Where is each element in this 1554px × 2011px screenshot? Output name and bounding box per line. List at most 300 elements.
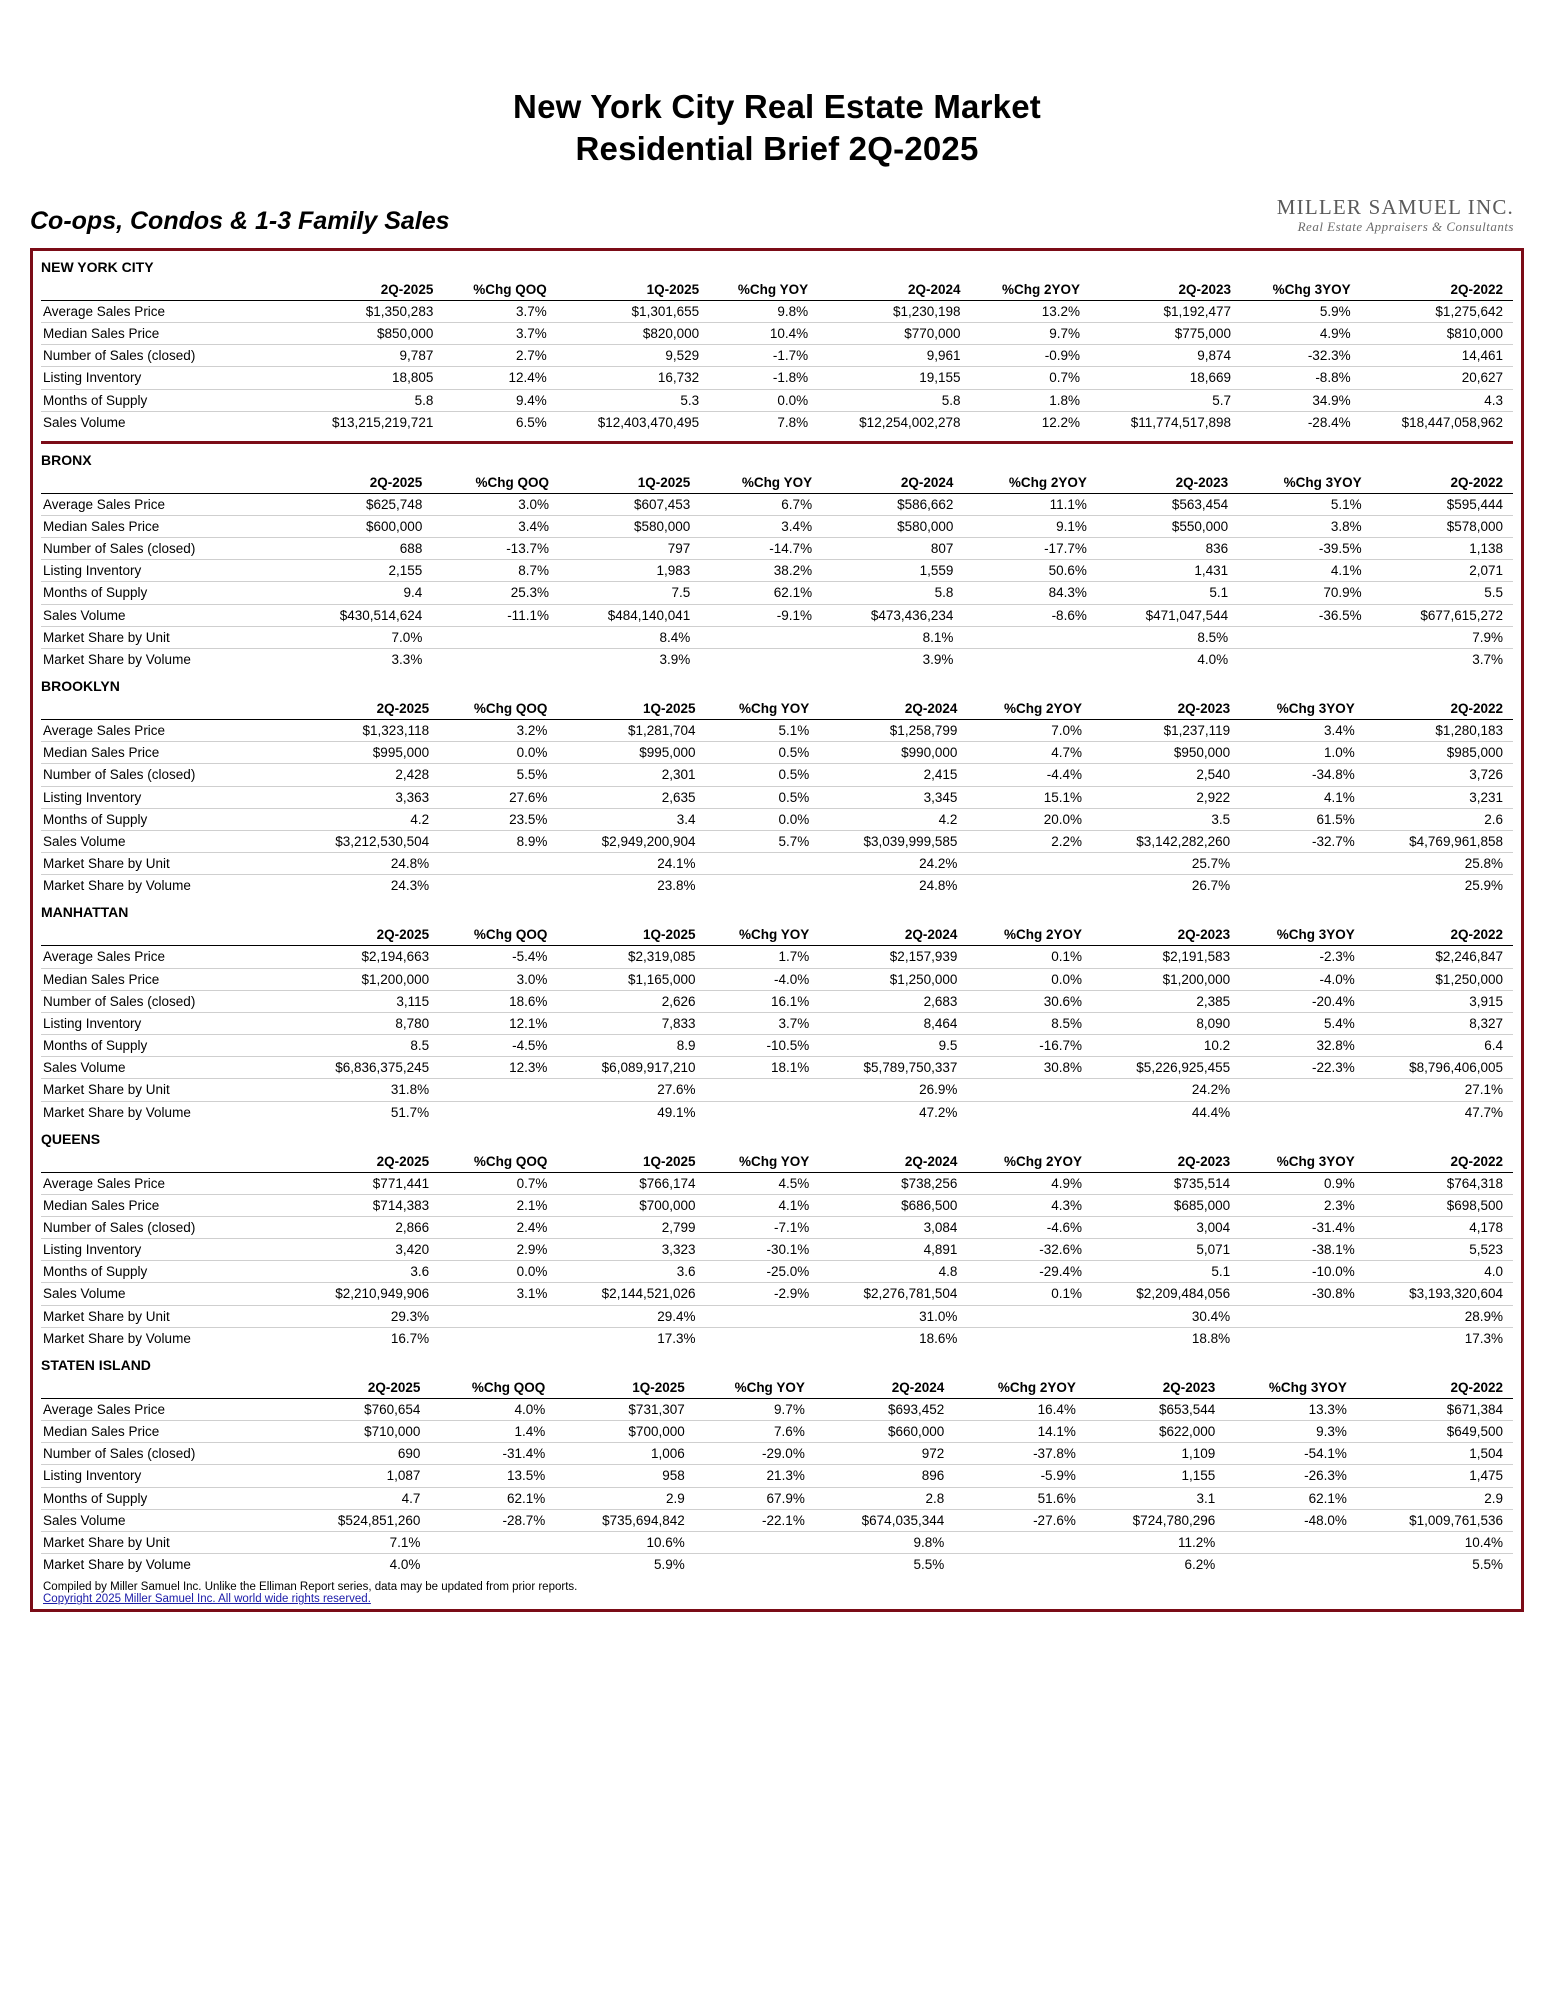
row-label: Sales Volume: [41, 830, 293, 852]
table-row: [41, 1509, 1513, 1531]
tables-root: [41, 257, 1513, 1575]
cell-change: 30.6%: [967, 990, 1094, 1012]
cell-change: 2.1%: [439, 1194, 559, 1216]
row-label: Average Sales Price: [41, 493, 293, 515]
cell-value: 5.5: [1374, 582, 1513, 604]
cell-change: 61.5%: [1240, 808, 1367, 830]
cell-value: $1,350,283: [293, 300, 443, 322]
cell-value: 17.3%: [1367, 1327, 1513, 1349]
row-label: Median Sales Price: [41, 1421, 293, 1443]
cell-value: $3,193,320,604: [1367, 1283, 1513, 1305]
cell-change: 3.4%: [1240, 720, 1367, 742]
cell-change: -39.5%: [1238, 538, 1373, 560]
cell-value: 3.9%: [561, 648, 700, 670]
section-queens: [41, 1129, 1513, 1349]
cell-value: $2,157,939: [821, 946, 967, 968]
cell-change: [432, 626, 561, 648]
cell-value: $1,009,761,536: [1359, 1509, 1513, 1531]
cell-value: 5.3: [559, 389, 709, 411]
column-header: 1Q-2025: [559, 1151, 705, 1173]
cell-change: 1.7%: [706, 946, 822, 968]
cell-change: 2.9%: [439, 1239, 559, 1261]
cell-value: 23.8%: [559, 875, 705, 897]
cell-value: $580,000: [824, 516, 963, 538]
cell-value: 5,071: [1094, 1239, 1240, 1261]
cell-value: 4.2: [293, 808, 439, 830]
column-header: %Chg 2YOY: [971, 279, 1093, 301]
cell-value: 18,805: [293, 367, 443, 389]
cell-value: $11,774,517,898: [1092, 411, 1241, 433]
cell-value: 4.3: [1363, 389, 1513, 411]
table-row: [41, 1283, 1513, 1305]
cell-value: 3,115: [293, 990, 439, 1012]
footer-copyright[interactable]: Copyright 2025 Miller Samuel Inc. All world wide rights reserved.: [43, 1593, 371, 1606]
row-label: Median Sales Price: [41, 1194, 293, 1216]
column-header: %Chg QOQ: [439, 924, 559, 946]
cell-value: $595,444: [1374, 493, 1513, 515]
cell-value: 2.9: [1359, 1487, 1513, 1509]
row-label: Number of Sales (closed): [41, 1443, 293, 1465]
cell-value: $677,615,272: [1374, 604, 1513, 626]
cell-value: 8,327: [1367, 1012, 1513, 1034]
cell-change: 5.1%: [706, 720, 822, 742]
cell-value: 807: [824, 538, 963, 560]
row-label: Listing Inventory: [41, 1239, 293, 1261]
table-row: [41, 1531, 1513, 1553]
table-row: [41, 345, 1513, 367]
cell-value: $700,000: [557, 1421, 694, 1443]
cell-value: 7,833: [559, 1012, 705, 1034]
cell-value: $653,544: [1088, 1398, 1225, 1420]
cell-change: 8.7%: [432, 560, 561, 582]
section-brooklyn: [41, 676, 1513, 896]
cell-value: 24.8%: [293, 853, 439, 875]
report-title-block: [0, 0, 1554, 170]
row-label: Number of Sales (closed): [41, 1217, 293, 1239]
column-header: %Chg QOQ: [439, 1151, 559, 1173]
cell-value: $686,500: [821, 1194, 967, 1216]
cell-change: 3.7%: [443, 300, 558, 322]
table-row: [41, 990, 1513, 1012]
table-row: [41, 946, 1513, 968]
cell-change: -10.5%: [706, 1035, 822, 1057]
footer-note-block: [43, 1581, 1513, 1605]
cell-value: 3,004: [1094, 1217, 1240, 1239]
cell-change: 9.4%: [443, 389, 558, 411]
cell-value: 2,415: [821, 764, 967, 786]
cell-value: 25.8%: [1367, 853, 1513, 875]
cell-value: $810,000: [1363, 323, 1513, 345]
cell-change: [1240, 1079, 1367, 1101]
cell-value: 27.1%: [1367, 1079, 1513, 1101]
logo-tagline: Real Estate Appraisers & Consultants: [1297, 218, 1514, 234]
table-row: [41, 808, 1513, 830]
page-title-line-1: New York City Real Estate Market: [513, 88, 1041, 125]
cell-change: -8.6%: [963, 604, 1098, 626]
cell-change: [439, 1079, 559, 1101]
cell-value: $1,301,655: [559, 300, 709, 322]
cell-value: $850,000: [293, 323, 443, 345]
cell-change: 12.1%: [439, 1012, 559, 1034]
section-new-york-city: [41, 257, 1513, 433]
cell-value: 18.8%: [1094, 1327, 1240, 1349]
cell-change: 0.1%: [967, 946, 1094, 968]
column-header: 2Q-2022: [1374, 472, 1513, 494]
cell-change: [706, 853, 822, 875]
cell-change: -32.6%: [967, 1239, 1094, 1261]
cell-value: 797: [561, 538, 700, 560]
cell-value: 4.0%: [293, 1554, 430, 1576]
cell-value: $2,949,200,904: [559, 830, 705, 852]
cell-change: 0.0%: [709, 389, 820, 411]
cell-value: $771,441: [293, 1172, 439, 1194]
cell-change: 12.2%: [971, 411, 1093, 433]
column-header: 2Q-2025: [293, 1151, 439, 1173]
cell-change: [700, 648, 824, 670]
cell-change: 0.0%: [706, 808, 822, 830]
cell-change: 1.4%: [430, 1421, 557, 1443]
cell-change: 13.2%: [971, 300, 1093, 322]
cell-value: 2,428: [293, 764, 439, 786]
cell-value: 9.4: [293, 582, 432, 604]
cell-value: 1,109: [1088, 1443, 1225, 1465]
cell-change: 6.5%: [443, 411, 558, 433]
cell-value: 8,090: [1094, 1012, 1240, 1034]
cell-change: -5.4%: [439, 946, 559, 968]
cell-change: 13.3%: [1225, 1398, 1359, 1420]
cell-change: [1240, 1305, 1367, 1327]
cell-value: $990,000: [821, 742, 967, 764]
cell-value: $738,256: [821, 1172, 967, 1194]
cell-change: 23.5%: [439, 808, 559, 830]
section-title: QUEENS: [41, 1130, 101, 1147]
section-title: BROOKLYN: [41, 678, 120, 695]
table-row: [41, 1079, 1513, 1101]
cell-change: 84.3%: [963, 582, 1098, 604]
column-header-blank: [41, 1377, 293, 1399]
column-header: %Chg QOQ: [432, 472, 561, 494]
table-row: [41, 1194, 1513, 1216]
cell-change: 3.4%: [432, 516, 561, 538]
cell-change: 4.1%: [706, 1194, 822, 1216]
row-label: Months of Supply: [41, 1261, 293, 1283]
cell-change: [439, 1327, 559, 1349]
cell-value: 3.7%: [1374, 648, 1513, 670]
cell-change: 4.1%: [1240, 786, 1367, 808]
column-header-blank: [41, 472, 293, 494]
cell-value: $1,200,000: [1094, 968, 1240, 990]
cell-value: $3,212,530,504: [293, 830, 439, 852]
cell-value: 19,155: [820, 367, 970, 389]
cell-change: -10.0%: [1240, 1261, 1367, 1283]
cell-value: 10.2: [1094, 1035, 1240, 1057]
table-row: [41, 968, 1513, 990]
table-row: [41, 1172, 1513, 1194]
cell-change: -48.0%: [1225, 1509, 1359, 1531]
table-row: [41, 742, 1513, 764]
cell-change: -4.4%: [967, 764, 1094, 786]
cell-change: [706, 1327, 822, 1349]
cell-change: -36.5%: [1238, 604, 1373, 626]
footer-note: Compiled by Miller Samuel Inc. Unlike the Elliman Report series, data may be updated from prior reports.: [43, 1581, 578, 1594]
cell-value: 5.5%: [817, 1554, 954, 1576]
cell-value: 3.5: [1094, 808, 1240, 830]
cell-value: $1,250,000: [821, 968, 967, 990]
cell-value: 7.0%: [293, 626, 432, 648]
table-row: [41, 367, 1513, 389]
cell-value: $5,789,750,337: [821, 1057, 967, 1079]
cell-change: -22.3%: [1240, 1057, 1367, 1079]
cell-value: 30.4%: [1094, 1305, 1240, 1327]
cell-change: [1238, 648, 1373, 670]
cell-value: $18,447,058,962: [1363, 411, 1513, 433]
column-header: 2Q-2025: [293, 698, 439, 720]
row-label: Average Sales Price: [41, 946, 293, 968]
cell-value: 2,626: [559, 990, 705, 1012]
table-row: [41, 323, 1513, 345]
cell-value: 2,301: [559, 764, 705, 786]
cell-value: $2,246,847: [1367, 946, 1513, 968]
cell-value: 1,431: [1099, 560, 1238, 582]
column-header: 2Q-2025: [293, 279, 443, 301]
cell-change: -0.9%: [971, 345, 1093, 367]
cell-value: 1,155: [1088, 1465, 1225, 1487]
cell-change: -17.7%: [963, 538, 1098, 560]
cell-change: -38.1%: [1240, 1239, 1367, 1261]
cell-change: 8.5%: [967, 1012, 1094, 1034]
cell-value: 28.9%: [1367, 1305, 1513, 1327]
column-header-blank: [41, 924, 293, 946]
cell-value: $1,192,477: [1092, 300, 1241, 322]
cell-change: 2.4%: [439, 1217, 559, 1239]
cell-change: 14.1%: [954, 1421, 1088, 1443]
cell-value: 3.4: [559, 808, 705, 830]
cell-change: 9.1%: [963, 516, 1098, 538]
row-label: Median Sales Price: [41, 516, 293, 538]
column-header: %Chg 2YOY: [963, 472, 1098, 494]
cell-change: 3.7%: [706, 1012, 822, 1034]
cell-value: 896: [817, 1465, 954, 1487]
cell-change: 0.0%: [967, 968, 1094, 990]
row-label: Average Sales Price: [41, 1172, 293, 1194]
cell-value: $995,000: [293, 742, 439, 764]
cell-change: 0.7%: [439, 1172, 559, 1194]
cell-change: 1.8%: [971, 389, 1093, 411]
cell-value: 3,323: [559, 1239, 705, 1261]
cell-change: -54.1%: [1225, 1443, 1359, 1465]
cell-change: -11.1%: [432, 604, 561, 626]
cell-value: 5.9%: [557, 1554, 694, 1576]
cell-value: $1,237,119: [1094, 720, 1240, 742]
cell-change: -14.7%: [700, 538, 824, 560]
cell-value: 18,669: [1092, 367, 1241, 389]
cell-change: 62.1%: [700, 582, 824, 604]
cell-change: [1240, 1327, 1367, 1349]
row-label: Market Share by Unit: [41, 626, 293, 648]
cell-value: 49.1%: [559, 1101, 705, 1123]
cell-value: 2,799: [559, 1217, 705, 1239]
table-row: [41, 538, 1513, 560]
column-header: %Chg 3YOY: [1241, 279, 1363, 301]
table-row: [41, 1327, 1513, 1349]
table-row: [41, 1261, 1513, 1283]
cell-value: 24.8%: [821, 875, 967, 897]
cell-change: [706, 875, 822, 897]
cell-value: $430,514,624: [293, 604, 432, 626]
table-row: [41, 516, 1513, 538]
row-label: Months of Supply: [41, 1035, 293, 1057]
cell-value: 2,071: [1374, 560, 1513, 582]
cell-value: 8.5: [293, 1035, 439, 1057]
row-label: Number of Sales (closed): [41, 538, 293, 560]
cell-change: [439, 875, 559, 897]
column-header: %Chg YOY: [700, 472, 824, 494]
cell-change: 5.9%: [1241, 300, 1363, 322]
column-header: 2Q-2022: [1363, 279, 1513, 301]
column-header: 2Q-2023: [1094, 698, 1240, 720]
table-row: [41, 560, 1513, 582]
cell-change: 30.8%: [967, 1057, 1094, 1079]
cell-change: -32.7%: [1240, 830, 1367, 852]
cell-value: $1,281,704: [559, 720, 705, 742]
row-label: Months of Supply: [41, 389, 293, 411]
column-header: 1Q-2025: [557, 1377, 694, 1399]
section-title: STATEN ISLAND: [41, 1356, 151, 1373]
cell-value: 7.9%: [1374, 626, 1513, 648]
cell-change: [967, 1305, 1094, 1327]
cell-change: 4.0%: [430, 1398, 557, 1420]
cell-value: $714,383: [293, 1194, 439, 1216]
table-row: [41, 493, 1513, 515]
column-header: 2Q-2023: [1094, 1151, 1240, 1173]
column-header: 1Q-2025: [559, 924, 705, 946]
cell-value: 2,635: [559, 786, 705, 808]
row-label: Sales Volume: [41, 1283, 293, 1305]
cell-change: 9.3%: [1225, 1421, 1359, 1443]
cell-value: $766,174: [559, 1172, 705, 1194]
cell-value: 3,420: [293, 1239, 439, 1261]
row-label: Sales Volume: [41, 604, 293, 626]
cell-change: -32.3%: [1241, 345, 1363, 367]
cell-change: -9.1%: [700, 604, 824, 626]
column-header: %Chg 2YOY: [967, 698, 1094, 720]
cell-value: 3,084: [821, 1217, 967, 1239]
cell-value: 4.0: [1367, 1261, 1513, 1283]
row-label: Median Sales Price: [41, 968, 293, 990]
row-label: Market Share by Unit: [41, 1531, 293, 1553]
cell-value: 3,726: [1367, 764, 1513, 786]
cell-change: 50.6%: [963, 560, 1098, 582]
cell-change: -30.1%: [706, 1239, 822, 1261]
cell-change: 1.0%: [1240, 742, 1367, 764]
cell-value: 47.2%: [821, 1101, 967, 1123]
cell-value: $698,500: [1367, 1194, 1513, 1216]
cell-value: 4,178: [1367, 1217, 1513, 1239]
cell-value: 16.7%: [293, 1327, 439, 1349]
company-logo: [1277, 196, 1514, 235]
cell-value: 3.6: [559, 1261, 705, 1283]
column-header: %Chg 2YOY: [967, 924, 1094, 946]
column-header: 2Q-2024: [820, 279, 970, 301]
cell-value: 1,559: [824, 560, 963, 582]
cell-value: $607,453: [561, 493, 700, 515]
row-label: Sales Volume: [41, 1509, 293, 1531]
cell-change: -1.8%: [709, 367, 820, 389]
cell-value: 1,475: [1359, 1465, 1513, 1487]
cell-value: 51.7%: [293, 1101, 439, 1123]
table-row: [41, 1217, 1513, 1239]
row-label: Market Share by Volume: [41, 1327, 293, 1349]
cell-value: $820,000: [559, 323, 709, 345]
row-label: Market Share by Volume: [41, 1554, 293, 1576]
column-header: 2Q-2024: [821, 1151, 967, 1173]
cell-change: 9.8%: [709, 300, 820, 322]
cell-change: [695, 1554, 817, 1576]
table-row: [41, 1035, 1513, 1057]
cell-change: [1240, 875, 1367, 897]
cell-change: 16.4%: [954, 1398, 1088, 1420]
cell-change: 20.0%: [967, 808, 1094, 830]
cell-change: 9.7%: [971, 323, 1093, 345]
cell-value: 9.5: [821, 1035, 967, 1057]
cell-change: -34.8%: [1240, 764, 1367, 786]
cell-value: 7.1%: [293, 1531, 430, 1553]
table-row: [41, 604, 1513, 626]
column-header-blank: [41, 1151, 293, 1173]
cell-value: $649,500: [1359, 1421, 1513, 1443]
row-label: Market Share by Unit: [41, 853, 293, 875]
cell-value: $693,452: [817, 1398, 954, 1420]
cell-value: 4,891: [821, 1239, 967, 1261]
table-row: [41, 1398, 1513, 1420]
cell-change: 5.4%: [1240, 1012, 1367, 1034]
cell-value: $775,000: [1092, 323, 1241, 345]
cell-value: $3,039,999,585: [821, 830, 967, 852]
cell-value: $2,194,663: [293, 946, 439, 968]
cell-change: -2.9%: [706, 1283, 822, 1305]
table-row: [41, 853, 1513, 875]
cell-change: 67.9%: [695, 1487, 817, 1509]
cell-value: $1,275,642: [1363, 300, 1513, 322]
cell-value: $671,384: [1359, 1398, 1513, 1420]
cell-change: 13.5%: [430, 1465, 557, 1487]
row-label: Market Share by Unit: [41, 1305, 293, 1327]
row-label: Market Share by Unit: [41, 1079, 293, 1101]
cell-change: [1238, 626, 1373, 648]
cell-value: 11.2%: [1088, 1531, 1225, 1553]
cell-change: 6.7%: [700, 493, 824, 515]
column-header: %Chg 2YOY: [967, 1151, 1094, 1173]
cell-value: 47.7%: [1367, 1101, 1513, 1123]
cell-value: 24.1%: [559, 853, 705, 875]
cell-change: 0.0%: [439, 742, 559, 764]
cell-value: $578,000: [1374, 516, 1513, 538]
cell-value: 44.4%: [1094, 1101, 1240, 1123]
cell-change: 5.7%: [706, 830, 822, 852]
cell-value: 2,922: [1094, 786, 1240, 808]
cell-value: 5.8: [820, 389, 970, 411]
cell-value: 9,787: [293, 345, 443, 367]
row-label: Sales Volume: [41, 411, 293, 433]
cell-change: [695, 1531, 817, 1553]
row-label: Sales Volume: [41, 1057, 293, 1079]
cell-value: $580,000: [561, 516, 700, 538]
cell-value: 9,529: [559, 345, 709, 367]
cell-value: 4.0%: [1099, 648, 1238, 670]
cell-value: $1,200,000: [293, 968, 439, 990]
cell-change: -4.0%: [1240, 968, 1367, 990]
cell-value: 3,915: [1367, 990, 1513, 1012]
